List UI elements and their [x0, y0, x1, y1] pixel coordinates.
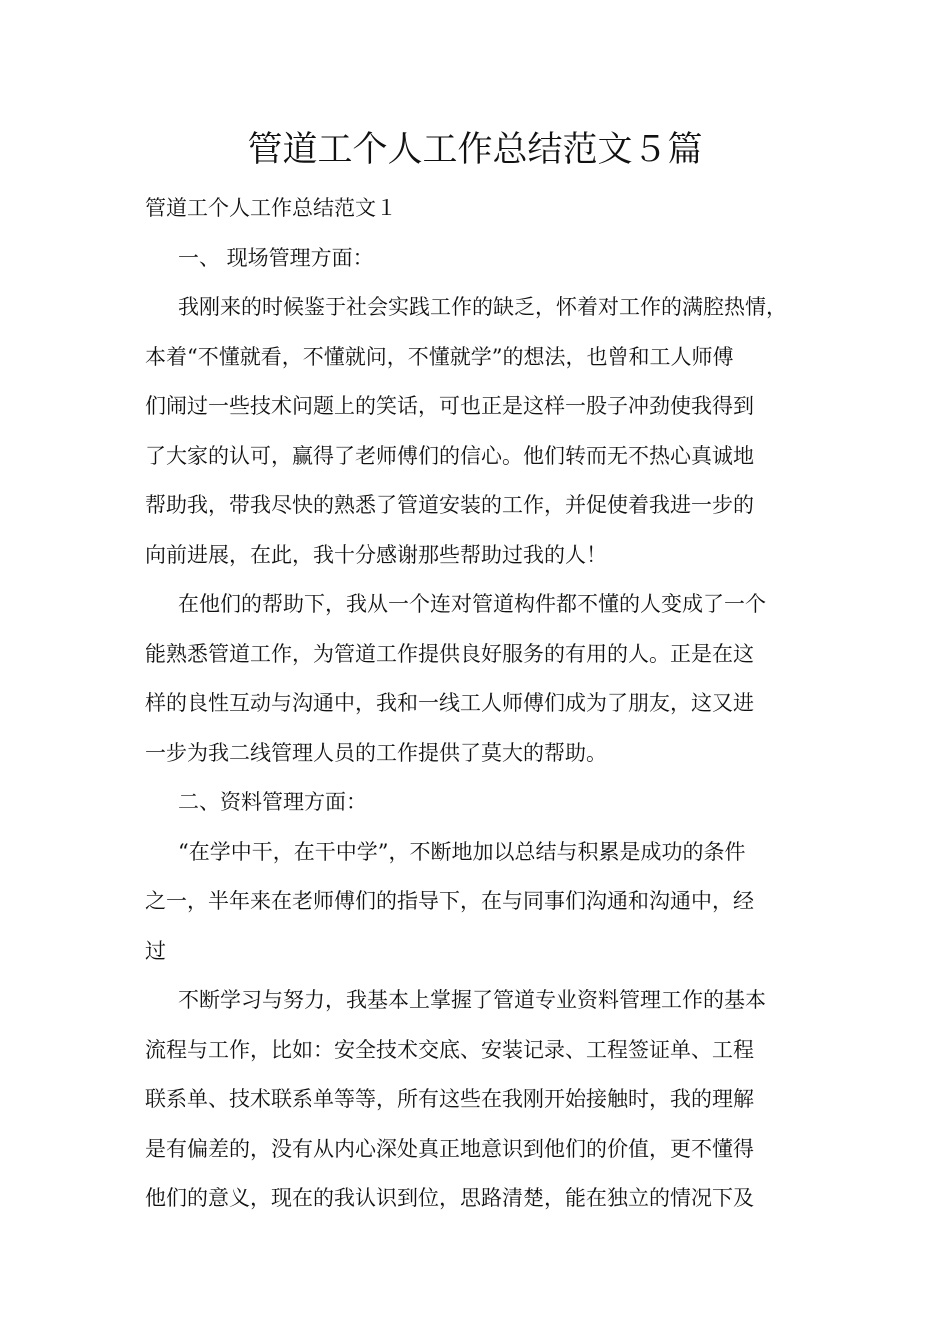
document-body: [145, 184, 815, 1224]
text-line: 管道工个人工作总结范文１: [145, 196, 397, 220]
text-line: 联系单、技术联系单等等，所有这些在我刚开始接触时，我的理解: [145, 1087, 754, 1111]
text-line: 一步为我二线管理人员的工作提供了莫大的帮助。: [145, 740, 607, 765]
text-line: 本着“不懂就看，不懂就问，不懂就学”的想法，也曾和工人师傅: [145, 344, 734, 369]
text-line: 他们的意义，现在的我认识到位，思路清楚，能在独立的情况下及: [145, 1186, 754, 1210]
text-line: 流程与工作，比如：安全技术交底、安装记录、工程签证单、工程: [145, 1037, 754, 1062]
text-line: 是有偏差的，没有从内心深处真正地意识到他们的价值，更不懂得: [145, 1136, 754, 1161]
text-line: 在他们的帮助下，我从一个连对管道构件都不懂的人变成了一个: [178, 592, 766, 616]
text-line: 过: [145, 938, 166, 963]
text-line: “在学中干，在干中学”，不断地加以总结与积累是成功的条件: [178, 839, 746, 864]
text-line: 能熟悉管道工作，为管道工作提供良好服务的有用的人。正是在这: [145, 641, 754, 666]
document-title: 管道工个人工作总结范文５篇: [247, 130, 703, 170]
text-line: 不断学习与努力，我基本上掌握了管道专业资料管理工作的基本: [178, 988, 766, 1012]
text-line: 一、 现场管理方面：: [178, 245, 374, 270]
text-line: 我刚来的时候鉴于社会实践工作的缺乏，怀着对工作的满腔热情，: [178, 295, 787, 319]
text-line: 们闹过一些技术问题上的笑话，可也正是这样一股子冲劲使我得到: [145, 394, 754, 418]
text-line: 向前进展，在此，我十分感谢那些帮助过我的人！: [145, 542, 607, 567]
text-line: 二、资料管理方面：: [178, 790, 367, 814]
text-line: 了大家的认可，赢得了老师傅们的信心。他们转而无不热心真诚地: [145, 443, 754, 468]
text-line: 样的良性互动与沟通中，我和一线工人师傅们成为了朋友，这又进: [145, 691, 754, 715]
text-line: 之一，半年来在老师傅们的指导下，在与同事们沟通和沟通中，经: [145, 889, 754, 913]
text-line: 帮助我，带我尽快的熟悉了管道安装的工作，并促使着我进一步的: [145, 493, 754, 517]
